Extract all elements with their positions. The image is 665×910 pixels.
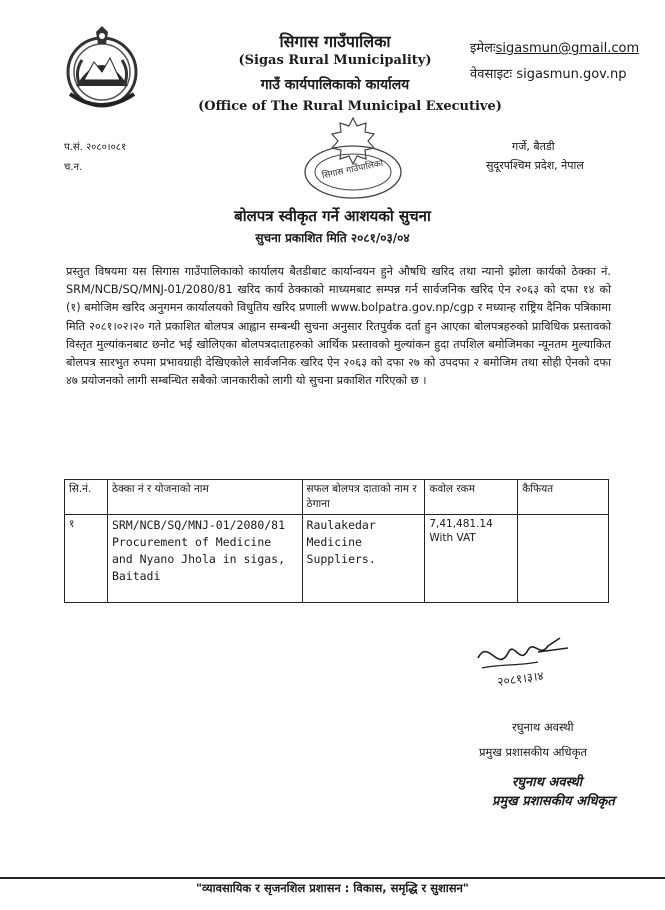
address-line-1: गर्जे, बैतडी bbox=[512, 140, 555, 153]
email-link[interactable]: sigasmun@gmail.com bbox=[495, 41, 640, 56]
cell-sn: १ bbox=[65, 515, 108, 603]
signature-date: २०८१।३।४ bbox=[496, 668, 545, 689]
col-header-sn: सि.नं. bbox=[65, 480, 108, 515]
dispatch-number: च.न. bbox=[64, 162, 83, 173]
office-name-nepali: गाउँ कार्यपालिकाको कार्यालय bbox=[260, 77, 410, 93]
contact-website bbox=[470, 64, 627, 82]
website-label: वेवसाइटः bbox=[470, 67, 513, 82]
signatory-designation: प्रमुख प्रशासकीय अधिकृत bbox=[479, 745, 587, 759]
website-link[interactable]: sigasmun.gov.np bbox=[516, 67, 627, 82]
table-row bbox=[65, 515, 609, 603]
stamp-text: सिगास गाउँपालिका bbox=[321, 158, 385, 182]
notice-published-date: सुचना प्रकाशित मिति २०८१/०३/०४ bbox=[255, 231, 410, 245]
col-header-contract: ठेक्का नं र योजनाको नाम bbox=[107, 480, 302, 515]
award-table bbox=[64, 479, 609, 603]
notice-body: प्रस्तुत विषयमा यस सिगास गाउँपालिकाको कार्यालय बैतडीबाट कार्यान्वयन हुने औषधि खरिद तथा न्यानो झोला कार्यको ठेक्का नं. SRM/NCB/SQ/MNJ-01/2080/81 खरिद कार्य ठेक्काको माध्यमबाट सम्पन्न गर्न सार्वजनिक खरिद ऐन २०६३ को दफा १४ को (१) बमोजिम खरिद अनुगमन कार्यालयको विधुतिय खरिद प्रणाली www.bolpatra.gov.np/cgp र मध्यान्ह राष्ट्रिय दैनिक पत्रिकामा मिति २०८१।०२।२० गते प्रकाशित बोलपत्र आह्वान सम्बन्धी सुचना अनुसार रितपुर्वक दर्ता हुन आएका बोलपत्रहरुको प्राविधिक प्रस्तावको विस्तृत मुल्यांकनबाट छनोट भई खोलिएका बोलपत्रदाताहरुको आर्थिक प्रस्तावको मुल्यांकन हुदा तपशिल बमोजिमका न्यूनतम मुल्याकित बोलपत्र सारभुत रुपमा प्रभावग्राही देखिएकोले सार्वजनिक खरिद ऐन २०६३ को दफा २७ को उपदफा २ बमोजिम तथा सोही ऐनको दफा ४७ प्रयोजनको लागी सम्बन्धित सबैको जानकारीको लागी यो सुचना प्रकाशित गरिएको छ । bbox=[66, 265, 611, 388]
col-header-remarks: कैफियत bbox=[518, 480, 609, 515]
municipality-name-english: (Sigas Rural Municipality) bbox=[238, 53, 432, 68]
signatory-name: रघुनाथ अवस्थी bbox=[512, 720, 574, 734]
cell-contract: SRM/NCB/SQ/MNJ-01/2080/81 Procurement of Medicine and Nyano Jhola in sigas, Baitadi bbox=[107, 515, 302, 603]
email-label: इमेलः bbox=[470, 41, 496, 56]
municipality-name-nepali: सिगास गाउँपालिका bbox=[279, 32, 391, 51]
cell-remarks bbox=[518, 515, 609, 603]
contact-email bbox=[470, 38, 639, 56]
seal-designation: प्रमुख प्रशासकीय अधिकृत bbox=[492, 794, 615, 809]
cell-bidder: Raulakedar Medicine Suppliers. bbox=[302, 515, 425, 603]
handwritten-signature bbox=[468, 628, 578, 698]
reference-number: प.सं. २०८०।०८१ bbox=[64, 142, 127, 153]
seal-name: रघुनाथ अवस्थी bbox=[512, 775, 583, 790]
office-name-english: (Office of The Rural Municipal Executive) bbox=[198, 99, 502, 114]
col-header-amount: कवोल रकम bbox=[425, 480, 518, 515]
office-stamp bbox=[298, 114, 408, 202]
nepal-emblem-logo bbox=[62, 24, 142, 114]
cell-amount: 7,41,481.14 With VAT bbox=[425, 515, 518, 603]
col-header-bidder: सफल बोलपत्र दाताको नाम र ठेगाना bbox=[302, 480, 425, 515]
footer-motto: "व्यावसायिक र सृजनशिल प्रशासन : विकास, समृद्धि र सुशासन" bbox=[196, 881, 469, 895]
footer-divider bbox=[0, 877, 665, 879]
address-line-2: सुदूरपश्चिम प्रदेश, नेपाल bbox=[486, 159, 584, 172]
notice-title: बोलपत्र स्वीकृत गर्ने आशयको सुचना bbox=[234, 207, 431, 225]
table-header-row bbox=[65, 480, 609, 515]
